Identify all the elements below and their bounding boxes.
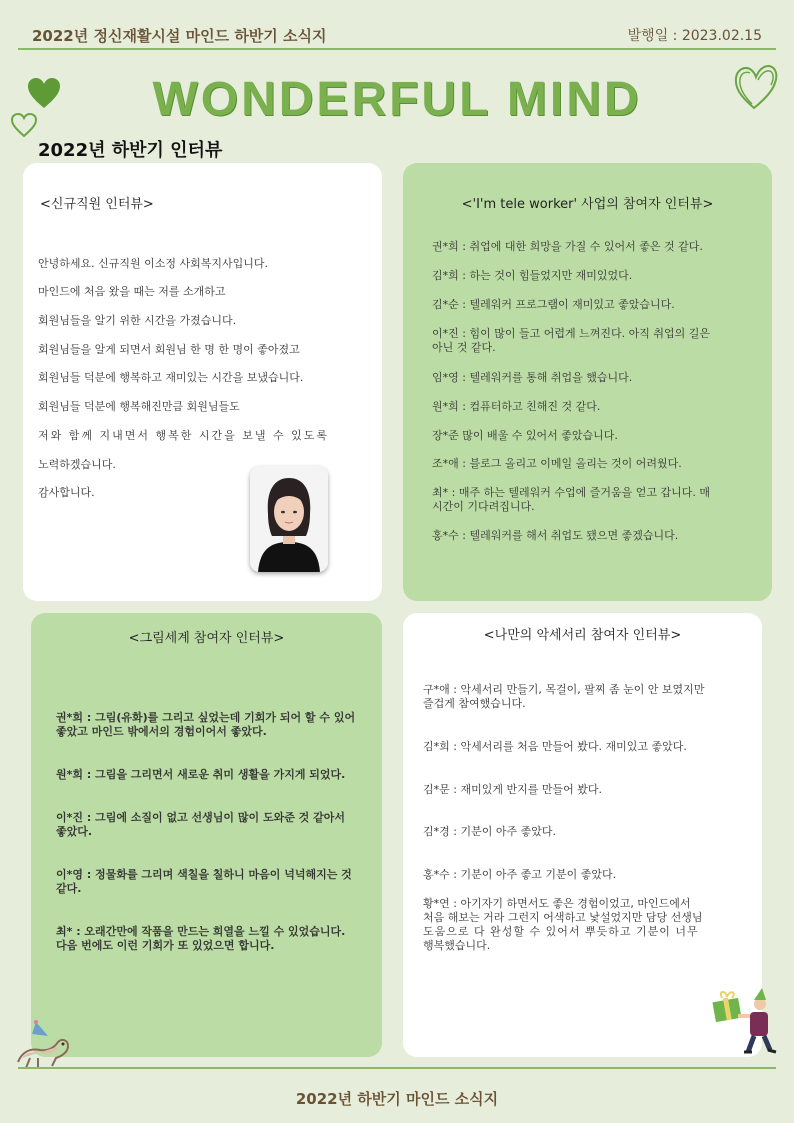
publication-title: 2022년 정신재활시설 마인드 하반기 소식지 [32, 27, 327, 45]
section-title: 2022년 하반기 인터뷰 [38, 140, 223, 161]
accessory-line: 행복했습니다. [423, 939, 491, 952]
new-staff-card [23, 163, 382, 601]
art-world-card [31, 613, 382, 1057]
tele-worker-line: 임*영 : 텔레워커를 통해 취업을 했습니다. [432, 371, 633, 384]
tele-worker-line: 김*순 : 텔레워커 프로그램이 재미있고 좋았습니다. [432, 298, 675, 311]
art-world-line: 권*희 : 그림(유화)를 그리고 싶었는데 기회가 되어 할 수 있어 [56, 711, 356, 724]
tele-worker-line: 홍*수 : 텔레워커를 해서 취업도 됐으면 좋겠습니다. [432, 529, 679, 542]
footer-text: 2022년 하반기 마인드 소식지 [295, 1090, 499, 1108]
art-world-line: 좋았다. [56, 825, 93, 838]
tele-worker-line: 권*희 : 취업에 대한 희망을 가질 수 있어서 좋은 것 같다. [432, 240, 703, 253]
new-staff-line: 노력하겠습니다. [38, 458, 116, 471]
accessory-line: 김*문 : 재미있게 반지를 만들어 봤다. [423, 783, 602, 796]
gift-person-illustration [708, 986, 780, 1058]
footer-divider [18, 1067, 776, 1069]
tele-worker-title: <'I'm tele worker' 사업의 참여자 인터뷰> [461, 197, 714, 212]
new-staff-line: 회원님들을 알기 위한 시간을 가졌습니다. [38, 314, 237, 327]
art-world-line: 원*희 : 그림을 그리면서 새로운 취미 생활을 가지게 되었다. [56, 768, 346, 781]
issue-date: 발행일 : 2023.02.15 [627, 28, 762, 44]
art-world-line: 이*진 : 그림에 소질이 없고 선생님이 많이 도와준 것 같아서 [56, 811, 346, 824]
header-divider [18, 48, 776, 50]
accessory-line: 도움으로 다 완성할 수 있어서 뿌듯하고 기분이 너무 [423, 925, 699, 938]
accessory-line: 김*희 : 악세서리를 처음 만들어 봤다. 재미있고 좋았다. [423, 740, 687, 753]
new-staff-line: 마인드에 처음 왔을 때는 저를 소개하고 [38, 285, 226, 298]
new-staff-line: 회원님들을 알게 되면서 회원님 한 명 한 명이 좋아졌고 [38, 343, 300, 356]
art-world-line: 같다. [56, 882, 82, 895]
accessory-line: 처음 해보는 거라 그런지 어색하고 낯설었지만 담당 선생님 [423, 911, 703, 924]
tele-worker-line: 아닌 것 같다. [432, 341, 496, 354]
staff-photo [250, 466, 328, 572]
new-staff-line: 저와 함께 지내면서 행복한 시간을 보낼 수 있도록 [38, 429, 329, 442]
new-staff-line: 회원님들 덕분에 행복하고 재미있는 시간을 보냈습니다. [38, 371, 304, 384]
new-staff-title: <신규직원 인터뷰> [40, 197, 154, 212]
new-staff-line: 회원님들 덕분에 행복해진만큼 회원님들도 [38, 400, 240, 413]
tele-worker-line: 시간이 기다려집니다. [432, 500, 535, 513]
accessory-line: 구*애 : 악세서리 만들기, 목걸이, 팔찌 좀 눈이 안 보였지만 [423, 683, 705, 696]
tele-worker-line: 장*준 많이 배울 수 있어서 좋았습니다. [432, 429, 618, 442]
tele-worker-card [403, 163, 772, 601]
dog-party-illustration [12, 1018, 74, 1070]
tele-worker-line: 최* : 매주 하는 텔레워커 수업에 즐거움을 얻고 갑니다. 매 [432, 486, 710, 499]
accessory-line: 김*경 : 기분이 아주 좋았다. [423, 825, 556, 838]
tele-worker-line: 조*애 : 블로그 올리고 이메일 올리는 것이 어려웠다. [432, 457, 682, 470]
art-world-title: <그림세계 참여자 인터뷰> [128, 631, 285, 646]
art-world-line: 다음 번에도 이런 기회가 또 있었으면 합니다. [56, 939, 275, 952]
tele-worker-line: 김*희 : 하는 것이 힘들었지만 재미있었다. [432, 269, 633, 282]
tele-worker-line: 이*진 : 힘이 많이 들고 어렵게 느껴진다. 아직 취업의 길은 [432, 327, 710, 340]
art-world-line: 이*영 : 정물화를 그리며 색칠을 칠하니 마음이 넉넉해지는 것 [56, 868, 352, 881]
accessory-title: <나만의 악세서리 참여자 인터뷰> [483, 628, 682, 643]
new-staff-line: 안녕하세요. 신규직원 이소정 사회복지사입니다. [38, 257, 269, 270]
new-staff-line: 감사합니다. [38, 486, 95, 499]
accessory-line: 즐겁게 참여했습니다. [423, 697, 526, 710]
accessory-line: 홍*수 : 기분이 아주 좋고 기분이 좋았다. [423, 868, 617, 881]
tele-worker-line: 원*희 : 컴퓨터하고 친해진 것 같다. [432, 400, 601, 413]
art-world-line: 최* : 오래간만에 작품을 만드는 희열을 느낄 수 있었습니다. [56, 925, 346, 938]
accessory-line: 황*연 : 아기자기 하면서도 좋은 경험이었고, 마인드에서 [423, 897, 691, 910]
art-world-line: 좋았고 마인드 밖에서의 경험이어서 좋았다. [56, 725, 267, 738]
masthead: WONDERFUL MIND [152, 73, 642, 126]
